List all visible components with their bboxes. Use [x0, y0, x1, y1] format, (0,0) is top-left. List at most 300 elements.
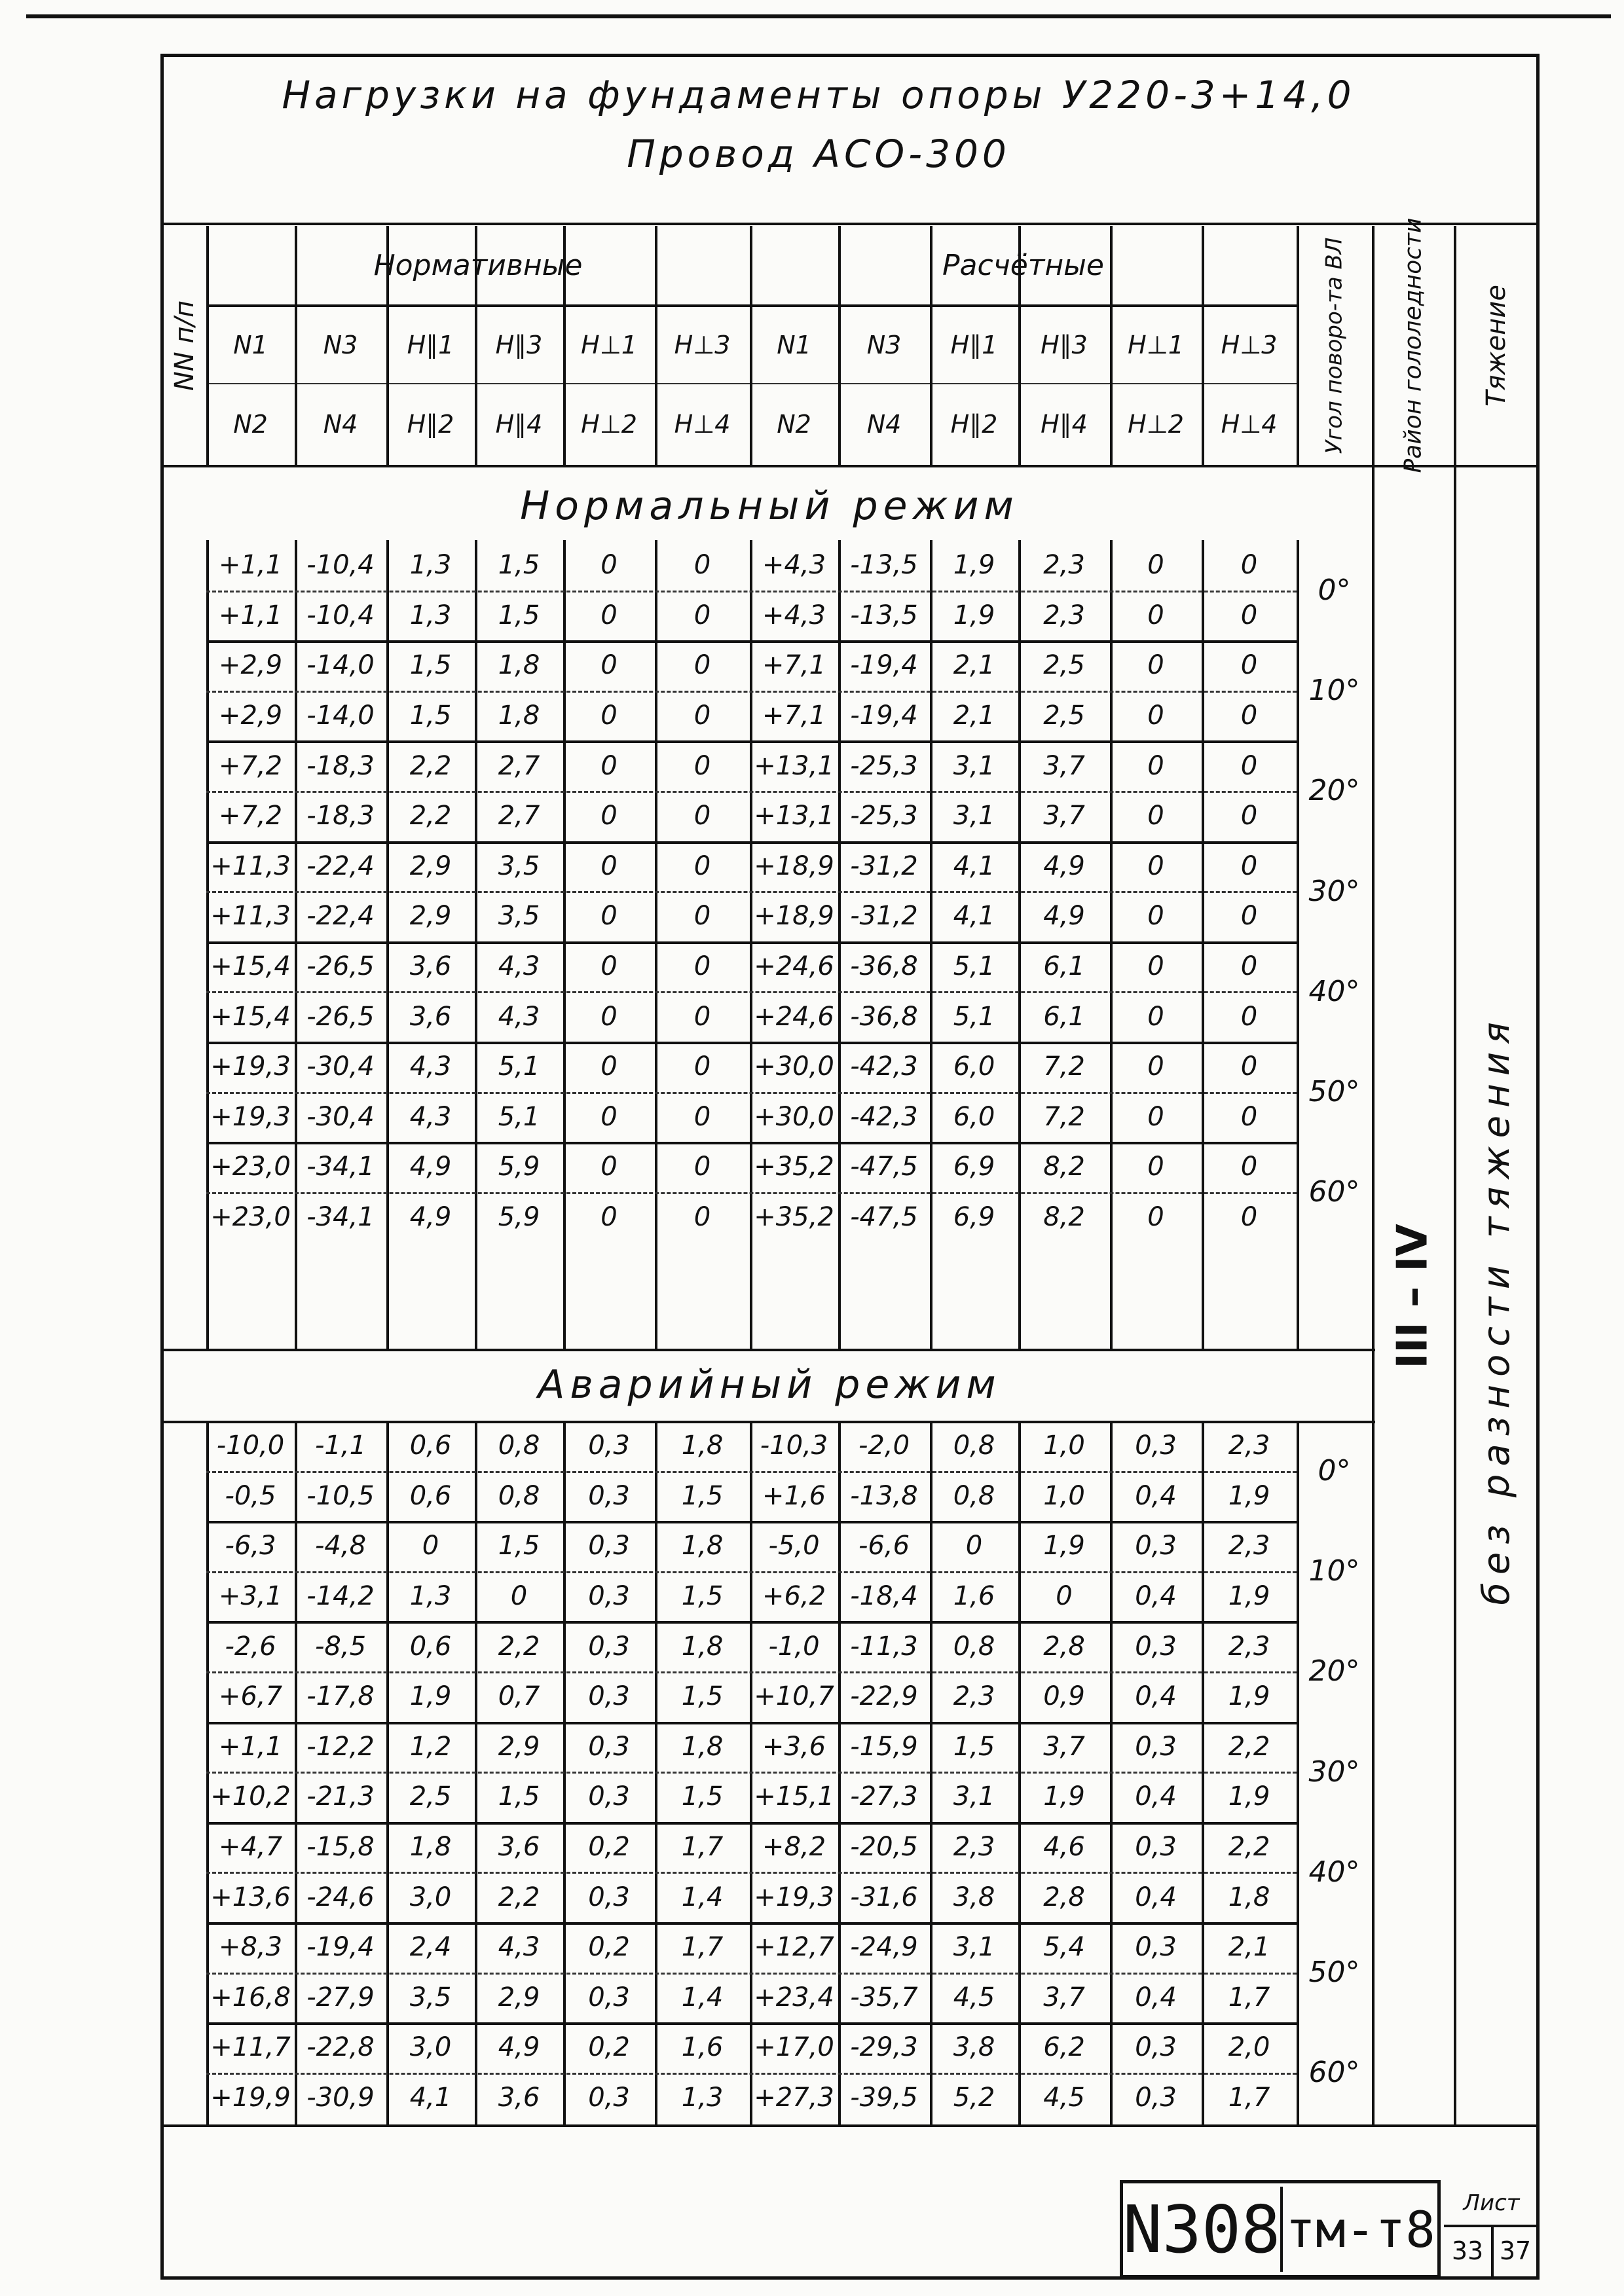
normal-cell: 0 — [1240, 1101, 1258, 1132]
emergency-cell: 1,9 — [1228, 1681, 1270, 1712]
emergency-cell: 2,2 — [1228, 1832, 1270, 1863]
emergency-cell: -20,5 — [850, 1832, 918, 1863]
emergency-cell: 1,8 — [1228, 1882, 1270, 1912]
normal-cell: 0 — [1147, 1101, 1164, 1132]
emergency-cell: 1,4 — [681, 1982, 724, 2013]
normal-cell: 1,8 — [498, 701, 540, 731]
emergency-cell: 1,7 — [681, 1832, 724, 1863]
normal-cell: 3,6 — [409, 951, 452, 982]
header-sub-label: H⊥3 — [674, 331, 731, 359]
emergency-cell: -1,1 — [314, 1430, 367, 1461]
normal-cell: 0 — [600, 1202, 618, 1233]
normal-cell: 3,5 — [498, 850, 540, 881]
emergency-cell: +15,1 — [754, 1781, 834, 1812]
emergency-cell: 3,1 — [953, 1781, 995, 1812]
normal-cell: -42,3 — [850, 1051, 918, 1082]
stamp-divider — [1280, 2187, 1283, 2272]
emergency-cell: +13,6 — [210, 1882, 291, 1912]
table-bottom-rule — [164, 2124, 1539, 2127]
normal-cell: -31,2 — [850, 901, 918, 932]
normal-cell: 1,5 — [409, 650, 452, 681]
normal-angle: 50° — [1308, 1075, 1360, 1109]
normal-cell: 0 — [693, 550, 711, 581]
emergency-cell: 0,3 — [1135, 1932, 1177, 1963]
normal-cell: 6,9 — [953, 1152, 995, 1182]
normal-cell: -30,4 — [306, 1051, 375, 1082]
emergency-cell: -24,6 — [306, 1882, 375, 1912]
emergency-cell: 2,3 — [1228, 1430, 1270, 1461]
header-sub-label: H⊥1 — [581, 331, 637, 359]
emergency-cell: +11,7 — [210, 2032, 291, 2063]
emergency-cell: 0,2 — [588, 1832, 630, 1863]
normal-cell: 2,3 — [1043, 600, 1085, 630]
normal-cell: 5,1 — [498, 1051, 540, 1082]
normal-cell: -14,0 — [306, 650, 375, 681]
normal-cell: 6,0 — [953, 1101, 995, 1132]
emergency-cell: 3,6 — [498, 1832, 540, 1863]
emergency-cell: 1,5 — [681, 1781, 724, 1812]
emergency-cell: 1,8 — [409, 1832, 452, 1863]
normal-cell: 0 — [600, 550, 618, 581]
emergency-cell: 1,9 — [409, 1681, 452, 1712]
emergency-cell: 1,5 — [681, 1480, 724, 1511]
emergency-cell: 1,3 — [409, 1581, 452, 1612]
normal-cell: 0 — [600, 1001, 618, 1032]
normal-cell: 4,9 — [409, 1152, 452, 1182]
header-sub-label: H∥3 — [1041, 331, 1088, 359]
emergency-cell: 2,8 — [1043, 1631, 1085, 1662]
emergency-angle: 20° — [1308, 1654, 1360, 1688]
normal-cell: -25,3 — [850, 801, 918, 831]
emergency-cell: 3,8 — [953, 2032, 995, 2063]
emergency-cell: 0 — [422, 1531, 439, 1561]
emergency-cell: 1,0 — [1043, 1480, 1085, 1511]
normal-cell: 0 — [693, 750, 711, 781]
header-top-rule — [164, 223, 1539, 225]
normal-cell: 3,1 — [953, 801, 995, 831]
emergency-cell: 1,8 — [681, 1631, 724, 1662]
normal-cell: 0 — [1240, 850, 1258, 881]
emergency-cell: -5,0 — [768, 1531, 820, 1561]
normal-cell: +11,3 — [210, 850, 291, 881]
normal-cell: 1,9 — [953, 550, 995, 581]
normal-cell: +7,2 — [218, 750, 283, 781]
normal-cell: +30,0 — [754, 1101, 834, 1132]
emergency-cell: -2,0 — [858, 1430, 910, 1461]
normal-cell: +7,1 — [762, 701, 826, 731]
emergency-cell: 0,3 — [588, 1430, 630, 1461]
normal-cell: 0 — [693, 600, 711, 630]
emergency-cell: 0,3 — [588, 1631, 630, 1662]
emergency-cell: 4,1 — [409, 2083, 452, 2113]
stamp-sheet-label: Лист — [1463, 2190, 1520, 2216]
stamp-code-b: тм-т8 — [1285, 2200, 1435, 2259]
emergency-cell: 0,4 — [1135, 1882, 1177, 1912]
emergency-cell: 2,1 — [1228, 1932, 1270, 1963]
normal-cell: 2,1 — [953, 650, 995, 681]
emergency-cell: -2,6 — [225, 1631, 276, 1662]
normal-cell: -47,5 — [850, 1202, 918, 1233]
emergency-cell: 2,4 — [409, 1932, 452, 1963]
emergency-cell: 2,3 — [953, 1832, 995, 1863]
normal-cell: 0 — [1147, 850, 1164, 881]
normal-cell: +2,9 — [218, 650, 283, 681]
emergency-cell: -6,3 — [225, 1531, 276, 1561]
emergency-cell: 1,8 — [681, 1531, 724, 1561]
normal-cell: -22,4 — [306, 901, 375, 932]
emergency-cell: +6,7 — [218, 1681, 283, 1712]
emergency-cell: -6,6 — [858, 1531, 910, 1561]
emergency-cell: 1,2 — [409, 1731, 452, 1762]
header-sub-label: N2 — [233, 410, 268, 439]
emergency-cell: 4,3 — [498, 1932, 540, 1963]
emergency-cell: -1,0 — [768, 1631, 820, 1662]
normal-cell: 1,8 — [498, 650, 540, 681]
emergency-cell: 0,8 — [953, 1631, 995, 1662]
emergency-cell: 2,3 — [1228, 1631, 1270, 1662]
emergency-cell: -4,8 — [314, 1531, 367, 1561]
emergency-cell: 0,3 — [1135, 2032, 1177, 2063]
emergency-cell: 0 — [1056, 1581, 1073, 1612]
normal-cell: -34,1 — [306, 1202, 375, 1233]
normal-cell: 6,1 — [1043, 951, 1085, 982]
normal-cell: 7,2 — [1043, 1101, 1085, 1132]
emergency-angle: 30° — [1308, 1755, 1360, 1789]
normal-cell: 0 — [1147, 1001, 1164, 1032]
normal-cell: 0 — [693, 701, 711, 731]
normal-cell: 4,3 — [409, 1101, 452, 1132]
normal-cell: 3,5 — [498, 901, 540, 932]
emergency-cell: -11,3 — [850, 1631, 918, 1662]
stamp-sheet-total: 37 — [1499, 2236, 1532, 2265]
emergency-cell: 1,7 — [1228, 1982, 1270, 2013]
normal-cell: +1,1 — [218, 550, 283, 581]
emergency-cell: +3,1 — [218, 1581, 283, 1612]
normal-cell: -13,5 — [850, 600, 918, 630]
emergency-cell: 1,4 — [681, 1882, 724, 1912]
normal-cell: 5,9 — [498, 1202, 540, 1233]
emergency-cell: -22,9 — [850, 1681, 918, 1712]
emergency-cell: 0,4 — [1135, 1581, 1177, 1612]
normal-cell: 8,2 — [1043, 1202, 1085, 1233]
header-calculated: Расчётные — [942, 248, 1104, 282]
normal-cell: 2,9 — [409, 850, 452, 881]
normal-cell: 0 — [1147, 801, 1164, 831]
emergency-cell: 0,3 — [1135, 1731, 1177, 1762]
normal-cell: 3,7 — [1043, 801, 1085, 831]
emergency-cell: 1,5 — [681, 1681, 724, 1712]
normal-cell: 2,5 — [1043, 701, 1085, 731]
normal-cell: 0 — [693, 801, 711, 831]
emergency-cell: +8,2 — [762, 1832, 826, 1863]
emergency-angle: 0° — [1318, 1454, 1351, 1488]
normal-cell: 3,1 — [953, 750, 995, 781]
emergency-cell: +1,1 — [218, 1731, 283, 1762]
normal-cell: 2,2 — [409, 750, 452, 781]
normal-cell: 4,9 — [1043, 850, 1085, 881]
emergency-cell: -17,8 — [306, 1681, 375, 1712]
emergency-cell: 0,8 — [498, 1480, 540, 1511]
emergency-cell: 0,3 — [1135, 1832, 1177, 1863]
normal-cell: 0 — [600, 701, 618, 731]
normal-cell: -30,4 — [306, 1101, 375, 1132]
normal-cell: 5,1 — [498, 1101, 540, 1132]
emergency-cell: +6,2 — [762, 1581, 826, 1612]
emergency-cell: 3,5 — [409, 1982, 452, 2013]
normal-cell: 1,9 — [953, 600, 995, 630]
normal-angle: 60° — [1308, 1175, 1360, 1209]
normal-cell: 2,3 — [1043, 550, 1085, 581]
emergency-cell: +8,3 — [218, 1932, 283, 1963]
stamp-sheet-num: 33 — [1451, 2236, 1484, 2265]
emergency-cell: 2,3 — [953, 1681, 995, 1712]
normal-cell: +24,6 — [754, 1001, 834, 1032]
normal-cell: 0 — [1240, 901, 1258, 932]
emergency-cell: 2,9 — [498, 1982, 540, 2013]
emergency-cell: +17,0 — [754, 2032, 834, 2063]
normal-cell: 0 — [693, 1001, 711, 1032]
emergency-cell: 0,6 — [409, 1480, 452, 1511]
emergency-cell: -15,9 — [850, 1731, 918, 1762]
normal-cell: 0 — [1147, 701, 1164, 731]
normal-cell: 3,7 — [1043, 750, 1085, 781]
emergency-angle: 40° — [1308, 1855, 1360, 1889]
normal-cell: 0 — [1147, 650, 1164, 681]
normal-cell: -13,5 — [850, 550, 918, 581]
header-normative: Нормативные — [373, 248, 583, 282]
normal-cell: 4,1 — [953, 850, 995, 881]
emergency-cell: -39,5 — [850, 2083, 918, 2113]
emergency-cell: +4,7 — [218, 1832, 283, 1863]
normal-cell: 0 — [600, 750, 618, 781]
normal-cell: -31,2 — [850, 850, 918, 881]
emergency-cell: 0,3 — [588, 1531, 630, 1561]
normal-cell: 0 — [1240, 801, 1258, 831]
emergency-cell: +12,7 — [754, 1932, 834, 1963]
normal-cell: 0 — [1147, 1051, 1164, 1082]
header-sub-label: H∥3 — [495, 331, 543, 359]
emergency-cell: 1,5 — [953, 1731, 995, 1762]
normal-cell: 0 — [1240, 1001, 1258, 1032]
emergency-cell: 4,5 — [1043, 2083, 1085, 2113]
normal-cell: +4,3 — [762, 600, 826, 630]
header-sub-label: H⊥2 — [1128, 410, 1184, 439]
emergency-cell: -35,7 — [850, 1982, 918, 2013]
normal-cell: 7,2 — [1043, 1051, 1085, 1082]
emergency-cell: 1,5 — [681, 1581, 724, 1612]
traction-value: без разности тяжения — [1475, 1013, 1518, 1605]
header-traction: Тяжение — [1481, 284, 1511, 407]
normal-cell: +7,1 — [762, 650, 826, 681]
emergency-cell: -21,3 — [306, 1781, 375, 1812]
normal-cell: 1,5 — [498, 550, 540, 581]
emergency-cell: 2,2 — [1228, 1731, 1270, 1762]
normal-cell: 4,9 — [409, 1202, 452, 1233]
normal-cell: 6,9 — [953, 1202, 995, 1233]
emergency-cell: 3,6 — [498, 2083, 540, 2113]
normal-cell: -19,4 — [850, 701, 918, 731]
emergency-cell: 5,4 — [1043, 1932, 1085, 1963]
header-sub-label: H∥2 — [950, 410, 998, 439]
header-sub-label: H∥2 — [407, 410, 454, 439]
normal-cell: -18,3 — [306, 750, 375, 781]
normal-cell: 0 — [693, 1152, 711, 1182]
emergency-cell: 3,1 — [953, 1932, 995, 1963]
emergency-cell: -29,3 — [850, 2032, 918, 2063]
normal-cell: 6,0 — [953, 1051, 995, 1082]
header-angle: Угол поворо-та ВЛ — [1321, 237, 1348, 454]
normal-cell: 4,3 — [409, 1051, 452, 1082]
emergency-cell: 2,2 — [498, 1631, 540, 1662]
normal-cell: 2,5 — [1043, 650, 1085, 681]
normal-cell: +15,4 — [210, 951, 291, 982]
header-bottom-rule — [164, 465, 1539, 467]
header-sub-label: H∥4 — [495, 410, 543, 439]
normal-cell: 2,1 — [953, 701, 995, 731]
emergency-cell: 4,5 — [953, 1982, 995, 2013]
normal-cell: 0 — [1147, 600, 1164, 630]
header-sub-label: H⊥1 — [1128, 331, 1184, 359]
emergency-cell: 1,8 — [681, 1731, 724, 1762]
normal-cell: 0 — [1147, 951, 1164, 982]
normal-cell: 0 — [1147, 1152, 1164, 1182]
normal-cell: -26,5 — [306, 1001, 375, 1032]
header-sub-label: H⊥4 — [1221, 410, 1278, 439]
emergency-cell: -15,8 — [306, 1832, 375, 1863]
normal-cell: 8,2 — [1043, 1152, 1085, 1182]
normal-cell: 4,9 — [1043, 901, 1085, 932]
normal-cell: 2,9 — [409, 901, 452, 932]
normal-cell: +7,2 — [218, 801, 283, 831]
normal-cell: 0 — [1240, 550, 1258, 581]
normal-cell: 0 — [600, 1101, 618, 1132]
emergency-cell: 0,4 — [1135, 1781, 1177, 1812]
emergency-cell: 1,6 — [681, 2032, 724, 2063]
normal-cell: 5,1 — [953, 1001, 995, 1032]
emergency-cell: 5,2 — [953, 2083, 995, 2113]
normal-cell: +30,0 — [754, 1051, 834, 1082]
normal-cell: 0 — [600, 1051, 618, 1082]
normal-cell: 0 — [1240, 1051, 1258, 1082]
emergency-cell: +1,6 — [762, 1480, 826, 1511]
emergency-cell: 0,3 — [588, 1681, 630, 1712]
normal-cell: 0 — [693, 1051, 711, 1082]
emergency-cell: 2,3 — [1228, 1531, 1270, 1561]
normal-cell: -18,3 — [306, 801, 375, 831]
emergency-cell: -12,2 — [306, 1731, 375, 1762]
emergency-cell: 1,5 — [498, 1781, 540, 1812]
emergency-cell: -22,8 — [306, 2032, 375, 2063]
normal-cell: +35,2 — [754, 1202, 834, 1233]
normal-cell: 0 — [1240, 1202, 1258, 1233]
emergency-angle: 10° — [1308, 1554, 1360, 1588]
header-sub-label: N2 — [777, 410, 811, 439]
header-sub-label: H⊥2 — [581, 410, 637, 439]
emergency-cell: +19,9 — [210, 2083, 291, 2113]
normal-cell: -10,4 — [306, 550, 375, 581]
normal-angle: 20° — [1308, 774, 1360, 808]
emergency-cell: -10,3 — [760, 1430, 828, 1461]
normal-cell: +19,3 — [210, 1051, 291, 1082]
emergency-cell: 1,8 — [681, 1430, 724, 1461]
emergency-cell: 3,7 — [1043, 1982, 1085, 2013]
emergency-cell: 6,2 — [1043, 2032, 1085, 2063]
normal-cell: 0 — [693, 901, 711, 932]
stamp-sheet-divider — [1491, 2226, 1494, 2278]
emergency-cell: 0,3 — [588, 1581, 630, 1612]
header-sub-label: H⊥4 — [674, 410, 731, 439]
emergency-cell: -30,9 — [306, 2083, 375, 2113]
emergency-cell: 1,9 — [1043, 1531, 1085, 1561]
emergency-cell: 1,5 — [498, 1531, 540, 1561]
emergency-cell: 3,7 — [1043, 1731, 1085, 1762]
header-sub-label: N1 — [233, 331, 268, 359]
normal-cell: +35,2 — [754, 1152, 834, 1182]
normal-cell: 0 — [600, 801, 618, 831]
normal-cell: 0 — [693, 850, 711, 881]
normal-cell: 1,3 — [409, 600, 452, 630]
normal-cell: +15,4 — [210, 1001, 291, 1032]
title-line2: Провод АСО-300 — [627, 132, 1010, 176]
emergency-angle: 60° — [1308, 2056, 1360, 2090]
emergency-cell: 3,0 — [409, 2032, 452, 2063]
normal-cell: 6,1 — [1043, 1001, 1085, 1032]
emergency-cell: 0,3 — [588, 1781, 630, 1812]
emergency-cell: 1,9 — [1043, 1781, 1085, 1812]
emergency-cell: 0,2 — [588, 1932, 630, 1963]
normal-cell: 3,6 — [409, 1001, 452, 1032]
normal-cell: 0 — [1240, 1152, 1258, 1182]
normal-cell: -26,5 — [306, 951, 375, 982]
emergency-cell: 0,3 — [1135, 1531, 1177, 1561]
emergency-cell: 2,5 — [409, 1781, 452, 1812]
header-sub-label: H∥1 — [407, 331, 454, 359]
normal-cell: +1,1 — [218, 600, 283, 630]
normal-cell: -25,3 — [850, 750, 918, 781]
emergency-cell: 1,9 — [1228, 1781, 1270, 1812]
header-sub-label: H∥1 — [950, 331, 998, 359]
emergency-cell: 1,6 — [953, 1581, 995, 1612]
normal-cell: 4,3 — [498, 951, 540, 982]
normal-cell: -22,4 — [306, 850, 375, 881]
emergency-cell: +10,7 — [754, 1681, 834, 1712]
emergency-cell: 2,8 — [1043, 1882, 1085, 1912]
normal-cell: 0 — [1240, 701, 1258, 731]
emergency-cell: 0,3 — [588, 1882, 630, 1912]
header-ice-region: Район гололедности — [1399, 217, 1427, 473]
title-line1: Нагрузки на фундаменты опоры У220-3+14,0 — [282, 73, 1356, 117]
emergency-cell: 1,7 — [1228, 2083, 1270, 2113]
emergency-cell: +3,6 — [762, 1731, 826, 1762]
normal-cell: 0 — [600, 650, 618, 681]
emergency-cell: 0,3 — [588, 1982, 630, 2013]
emergency-cell: 0,3 — [1135, 1430, 1177, 1461]
normal-cell: 0 — [693, 650, 711, 681]
emergency-cell: -19,4 — [306, 1932, 375, 1963]
normal-cell: 0 — [600, 951, 618, 982]
normal-cell: -36,8 — [850, 951, 918, 982]
normal-cell: +18,9 — [754, 901, 834, 932]
normal-cell: -10,4 — [306, 600, 375, 630]
normal-cell: 2,7 — [498, 750, 540, 781]
emergency-cell: 0,3 — [588, 2083, 630, 2113]
normal-cell: +11,3 — [210, 901, 291, 932]
normal-cell: +18,9 — [754, 850, 834, 881]
normal-cell: 2,7 — [498, 801, 540, 831]
emergency-cell: 0,3 — [1135, 1631, 1177, 1662]
emergency-cell: -8,5 — [314, 1631, 367, 1662]
normal-cell: -36,8 — [850, 1001, 918, 1032]
